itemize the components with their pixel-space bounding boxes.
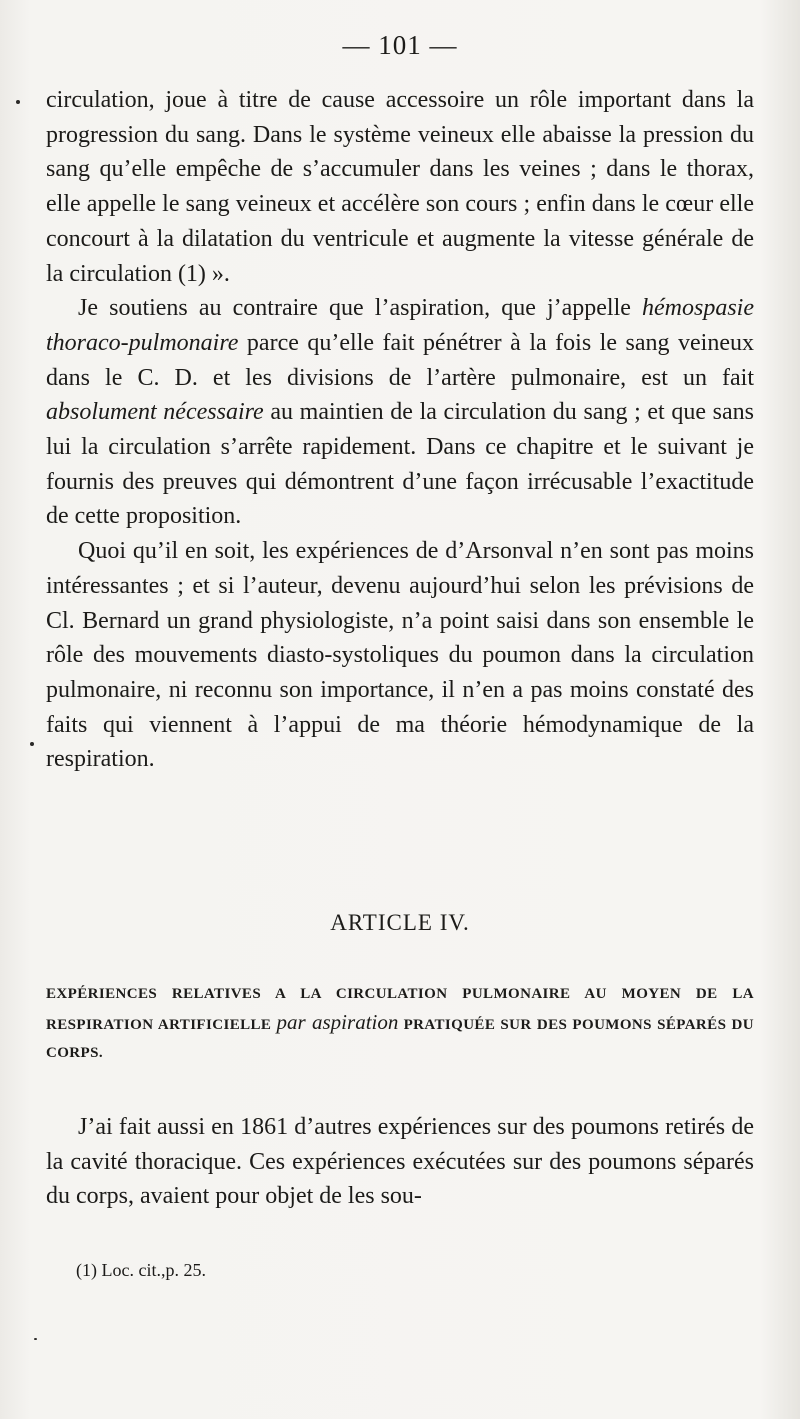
- page-number: — 101 —: [342, 30, 458, 60]
- italic-term: absolument nécessaire: [46, 399, 264, 426]
- closing-text: [46, 1110, 754, 1214]
- print-speck: [34, 1338, 37, 1340]
- paragraph-arsonval: Quoi qu’il en soit, les expériences de d’Arsonval n’en sont pas moins intéressantes ; et si l’auteur, devenu aujourd’hui selon les prévisions de Cl. Bernard un grand physiologiste, n’a point saisi dans son ensemble le rôle des mouvements diasto-systoliques du poumon dans la circulation pulmonaire, ni reconnu son importance, il n’en a pas moins constaté des faits qui viennent à l’appui de ma théorie hémodynamique de la respiration.: [46, 538, 754, 773]
- article-subtitle: [46, 980, 754, 1067]
- paragraph-aspiration: [46, 291, 754, 534]
- footnote: (1) Loc. cit.,p. 25.: [76, 1260, 206, 1280]
- subtitle-italic: par aspiration: [276, 1010, 399, 1034]
- main-text: [46, 83, 754, 777]
- print-speck: [16, 100, 20, 104]
- article-heading: ARTICLE IV.: [330, 910, 470, 935]
- print-speck: [30, 742, 34, 746]
- paragraph-text: Je soutiens au contraire que l’aspiration, que j’appelle: [78, 295, 643, 322]
- paragraph-continuation: circulation, joue à titre de cause accessoire un rôle important dans la progression du sang. Dans le système veineux elle abaisse la pression du sang qu’elle empêche de s’accumuler dans les veines ; dans le thorax, elle appelle le sang veineux et accélère son cours ; enfin dans le cœur elle concourt à la dilatation du ventricule et augmente la vitesse générale de la circulation (1) ».: [46, 87, 754, 287]
- paragraph-text: parce qu’elle fait pénétrer à la fois le sang veineux dans le C. D. et les divisions de l’artère pulmonaire, est un fait: [46, 329, 754, 391]
- paragraph-text: au maintien de la circulation du sang ; et que sans lui la circulation s’arrête rapidement. Dans ce chapitre et le suivant je fournis des preuves qui démontrent d’une façon irrécusable l’exactitude de cette proposition.: [46, 399, 754, 530]
- subtitle-text: EXPÉRIENCES RELATIVES A LA CIRCULATION PULMONAIRE AU MOYEN DE LA RESPIRATION ARTIFICIELLE: [46, 986, 754, 1033]
- subtitle-text: PRATIQUÉE SUR DES POUMONS SÉPARÉS DU CORPS.: [46, 1017, 754, 1061]
- italic-term: hémospasie thoraco-pulmonaire: [46, 295, 754, 356]
- paragraph-closing: J’ai fait aussi en 1861 d’autres expériences sur des poumons retirés de la cavité thoracique. Ces expériences exécutées sur des poumons séparés du corps, avaient pour objet de les sou-: [46, 1114, 754, 1210]
